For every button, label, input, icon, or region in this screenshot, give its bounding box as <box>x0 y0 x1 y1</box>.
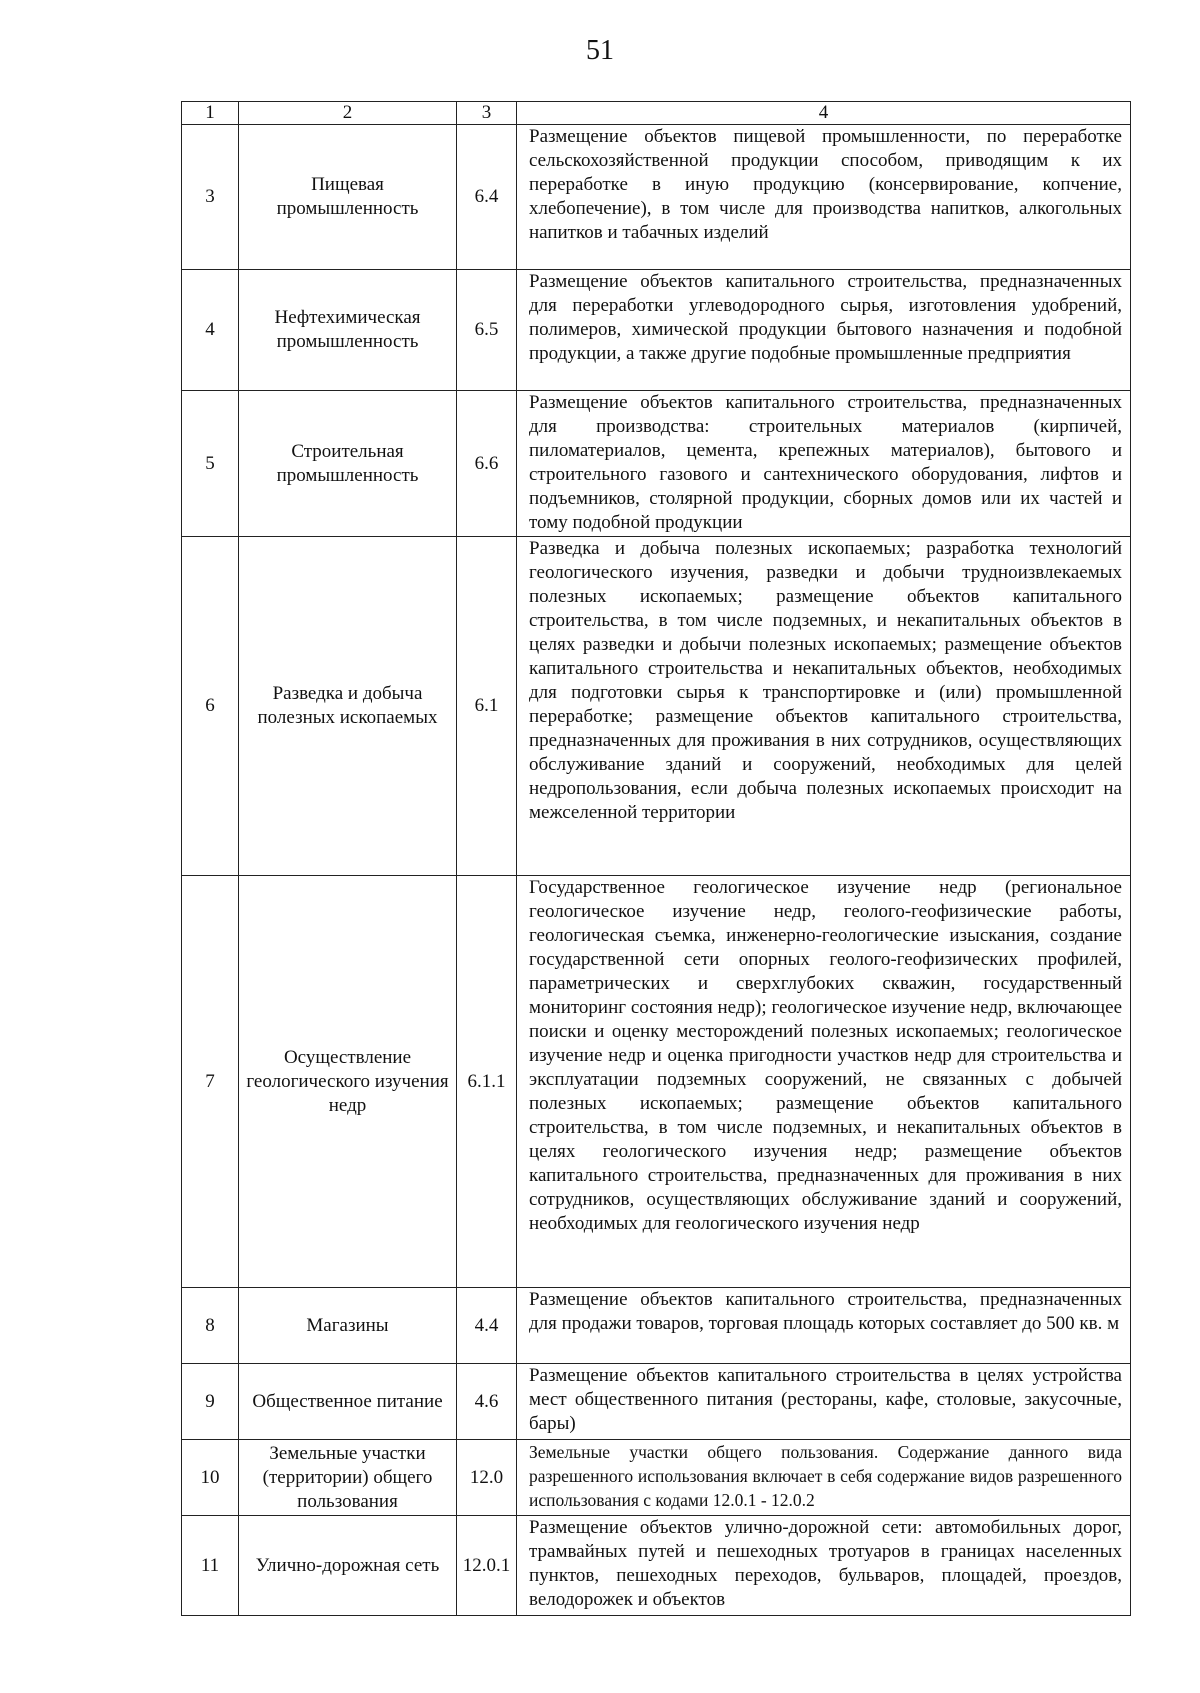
table-row <box>182 1516 1131 1616</box>
row-use-name: Разведка и добыча полезных ископаемых <box>239 537 457 876</box>
table-row <box>182 391 1131 537</box>
row-number: 9 <box>182 1364 239 1440</box>
row-code: 6.6 <box>457 391 517 537</box>
row-use-name: Строительная промышленность <box>239 391 457 537</box>
row-use-name: Пищевая промышленность <box>239 125 457 270</box>
row-description: Размещение объектов капитального строительства в целях устройства мест общественного питания (рестораны, кафе, столовые, закусочные, бары) <box>517 1364 1131 1440</box>
table-row <box>182 1440 1131 1516</box>
table-header-row <box>182 102 1131 125</box>
header-col-4: 4 <box>517 102 1131 125</box>
row-use-name: Земельные участки (территории) общего пользования <box>239 1440 457 1516</box>
row-code: 12.0.1 <box>457 1516 517 1616</box>
row-description: Разведка и добыча полезных ископаемых; разработка технологий геологического изучения, разведки и добычи трудноизвлекаемых полезных ископаемых; размещение объектов капитального строительства, в том числе подземных, и некапитальных объектов в целях разведки и добычи полезных ископаемых; размещение объектов капитального строительства и некапитальных объектов, необходимых для подготовки сырья к транспортировке и (или) промышленной переработке; размещение объектов капитального строительства, предназначенных для проживания в них сотрудников, осуществляющих обслуживание зданий и сооружений, необходимых для целей недропользования, если добыча полезных ископаемых происходит на межселенной территории <box>517 537 1131 876</box>
row-code: 12.0 <box>457 1440 517 1516</box>
row-number: 3 <box>182 125 239 270</box>
table-row <box>182 1364 1131 1440</box>
row-number: 7 <box>182 876 239 1288</box>
table-row <box>182 125 1131 270</box>
land-use-table <box>181 101 1131 1616</box>
row-code: 6.1.1 <box>457 876 517 1288</box>
row-code: 4.4 <box>457 1288 517 1364</box>
row-use-name: Общественное питание <box>239 1364 457 1440</box>
row-description: Размещение объектов капитального строительства, предназначенных для производства: строительных материалов (кирпичей, пиломатериалов, цемента, крепежных материалов), бытового и строительного газового и сантехнического оборудования, лифтов и подъемников, столярной продукции, сборных домов или их частей и тому подобной продукции <box>517 391 1131 537</box>
row-use-name: Нефтехимическая промышленность <box>239 270 457 391</box>
row-code: 4.6 <box>457 1364 517 1440</box>
row-description: Размещение объектов пищевой промышленности, по переработке сельскохозяйственной продукции способом, приводящим к их переработке в иную продукцию (консервирование, копчение, хлебопечение), в том числе для производства напитков, алкогольных напитков и табачных изделий <box>517 125 1131 270</box>
table-row <box>182 1288 1131 1364</box>
row-description: Земельные участки общего пользования. Содержание данного вида разрешенного использования включает в себя содержание видов разрешенного использования с кодами 12.0.1 - 12.0.2 <box>517 1440 1131 1516</box>
row-code: 6.4 <box>457 125 517 270</box>
row-number: 4 <box>182 270 239 391</box>
row-number: 10 <box>182 1440 239 1516</box>
row-number: 5 <box>182 391 239 537</box>
row-code: 6.1 <box>457 537 517 876</box>
row-description: Размещение объектов капитального строительства, предназначенных для переработки углеводородного сырья, изготовления удобрений, полимеров, химической продукции бытового назначения и подобной продукции, а также другие подобные промышленные предприятия <box>517 270 1131 391</box>
table-row <box>182 270 1131 391</box>
page-number: 51 <box>586 35 614 66</box>
row-use-name: Улично-дорожная сеть <box>239 1516 457 1616</box>
row-description: Государственное геологическое изучение недр (региональное геологическое изучение недр, геолого-геофизические работы, геологическая съемка, инженерно-геологические изыскания, создание государственной сети опорных геолого-геофизических профилей, параметрических и сверхглубоких скважин, государственный мониторинг состояния недр); геологическое изучение недр, включающее поиски и оценку месторождений полезных ископаемых; геологическое изучение недр и оценка пригодности участков недр для строительства и эксплуатации подземных сооружений, не связанных с добычей полезных ископаемых; размещение объектов капитального строительства, в том числе подземных, и некапитальных объектов в целях геологического изучения недр; размещение объектов капитального строительства, предназначенных для проживания в них сотрудников, осуществляющих обслуживание зданий и сооружений, необходимых для геологического изучения недр <box>517 876 1131 1288</box>
row-number: 11 <box>182 1516 239 1616</box>
row-use-name: Магазины <box>239 1288 457 1364</box>
header-col-2: 2 <box>239 102 457 125</box>
row-description: Размещение объектов капитального строительства, предназначенных для продажи товаров, торговая площадь которых составляет до 500 кв. м <box>517 1288 1131 1364</box>
header-col-3: 3 <box>457 102 517 125</box>
row-use-name: Осуществление геологического изучения недр <box>239 876 457 1288</box>
row-description: Размещение объектов улично-дорожной сети: автомобильных дорог, трамвайных путей и пешеходных тротуаров в границах населенных пунктов, пешеходных переходов, бульваров, площадей, проездов, велодорожек и объектов <box>517 1516 1131 1616</box>
row-code: 6.5 <box>457 270 517 391</box>
table-row <box>182 876 1131 1288</box>
row-number: 6 <box>182 537 239 876</box>
row-number: 8 <box>182 1288 239 1364</box>
table-row <box>182 537 1131 876</box>
header-col-1: 1 <box>182 102 239 125</box>
